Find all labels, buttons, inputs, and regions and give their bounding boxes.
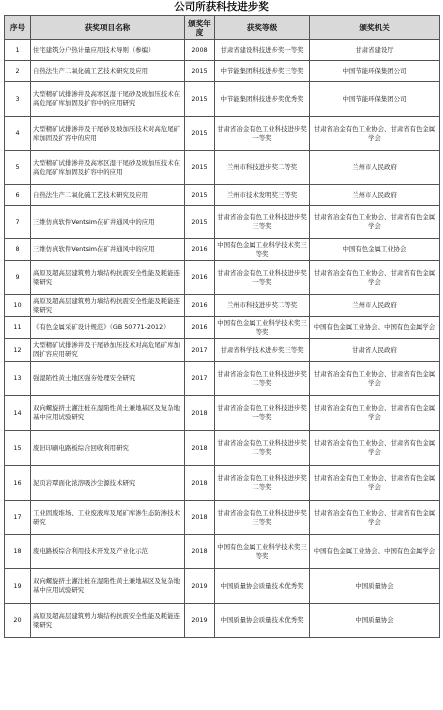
table-row: [5, 151, 440, 185]
table-row: [5, 117, 440, 151]
cell-project: 泥页岩覃面化浓溶吸沙尘源技术研究: [31, 466, 185, 501]
cell-no: 2: [5, 61, 31, 82]
cell-project: 高原及超高层建筑剪力墙结构抗震安全性能及耗能连梁研究: [31, 295, 185, 317]
cell-no: 11: [5, 317, 31, 339]
cell-org: 中国有色金属工业协会、中国有色金属学会: [310, 317, 440, 339]
table-body: [5, 40, 440, 638]
cell-org: 甘肃省冶金有色工业协会、甘肃省有色金属学会: [310, 261, 440, 295]
cell-level: 中国质量协会质量技术优秀奖: [215, 604, 310, 638]
cell-level: 甘肃省建设科技进步奖一等奖: [215, 40, 310, 61]
cell-level: 甘肃省冶金有色工业科技进步奖一等奖: [215, 261, 310, 295]
cell-level: 中国有色金属工业科学技术奖三等奖: [215, 317, 310, 339]
cell-year: 2017: [185, 339, 215, 362]
header-no: 序号: [5, 16, 31, 40]
table-row: [5, 569, 440, 604]
cell-year: 2016: [185, 239, 215, 261]
cell-year: 2015: [185, 151, 215, 185]
cell-year: 2018: [185, 466, 215, 501]
cell-no: 12: [5, 339, 31, 362]
cell-year: 2008: [185, 40, 215, 61]
cell-year: 2018: [185, 535, 215, 569]
cell-project: 工业固废堆场、工业废液库及尾矿库渗生态防渗技术研究: [31, 501, 185, 535]
cell-level: 甘肃省冶金有色工业科技进步奖二等奖: [215, 466, 310, 501]
cell-org: 甘肃省冶金有色工业协会、甘肃省有色金属学会: [310, 501, 440, 535]
cell-org: 甘肃省冶金有色工业协会、甘肃省有色金属学会: [310, 362, 440, 396]
table-row: [5, 317, 440, 339]
header-year: 颁奖年度: [185, 16, 215, 40]
cell-no: 13: [5, 362, 31, 396]
cell-no: 18: [5, 535, 31, 569]
cell-year: 2016: [185, 261, 215, 295]
header-org: 颁奖机关: [310, 16, 440, 40]
cell-level: 中节能集团科技进步奖优秀奖: [215, 82, 310, 117]
table-row: [5, 362, 440, 396]
cell-no: 9: [5, 261, 31, 295]
cell-no: 7: [5, 206, 31, 239]
cell-no: 19: [5, 569, 31, 604]
cell-project: 三维仿真软件Ventsim在矿井通风中的应用: [31, 239, 185, 261]
awards-table: [4, 15, 440, 638]
cell-org: 中国有色金属工业协会、中国有色金属学会: [310, 535, 440, 569]
cell-project: 自热法生产二氧化硫工艺技术研究及应用: [31, 61, 185, 82]
cell-project: 强湿陷性黄土地区强夯处理安全研究: [31, 362, 185, 396]
cell-project: 高原及超高层建筑剪力墙结构抗震安全性能及耗能连梁研究: [31, 604, 185, 638]
table-row: [5, 261, 440, 295]
cell-project: 大型精矿试排渗井及干尾砂及坡加压技术对高危尾矿库加固及扩容中的应用: [31, 117, 185, 151]
table-row: [5, 339, 440, 362]
cell-year: 2019: [185, 604, 215, 638]
cell-org: 甘肃省冶金有色工业协会、甘肃省有色金属学会: [310, 466, 440, 501]
cell-project: 《有色金属采矿设计规范》（GB 50771-2012）: [31, 317, 185, 339]
cell-level: 甘肃省冶金有色工业科技进步奖三等奖: [215, 501, 310, 535]
cell-level: 兰州市科技进步奖二等奖: [215, 295, 310, 317]
cell-org: 兰州市人民政府: [310, 185, 440, 206]
table-row: [5, 239, 440, 261]
cell-project: 三维仿真软件Ventsim在矿井通风中的应用: [31, 206, 185, 239]
cell-no: 15: [5, 431, 31, 466]
table-row: [5, 396, 440, 431]
cell-project: 废旧印刷电路板综合回收利用研究: [31, 431, 185, 466]
cell-no: 17: [5, 501, 31, 535]
cell-level: 甘肃省冶金有色工业科技进步奖一等奖: [215, 396, 310, 431]
cell-org: 中国有色金属工业协会: [310, 239, 440, 261]
cell-year: 2015: [185, 117, 215, 151]
cell-year: 2015: [185, 61, 215, 82]
cell-org: 甘肃省冶金有色工业协会、甘肃省有色金属学会: [310, 431, 440, 466]
page-title: 公司所获科技进步奖: [174, 1, 269, 13]
cell-level: 中节能集团科技进步奖三等奖: [215, 61, 310, 82]
cell-level: 兰州市科技进步奖二等奖: [215, 151, 310, 185]
cell-no: 4: [5, 117, 31, 151]
cell-level: 甘肃省冶金有色工业科技进步奖一等奖: [215, 117, 310, 151]
cell-year: 2018: [185, 501, 215, 535]
cell-year: 2015: [185, 185, 215, 206]
cell-level: 甘肃省冶金有色工业科技进步奖二等奖: [215, 362, 310, 396]
cell-year: 2019: [185, 569, 215, 604]
cell-year: 2018: [185, 431, 215, 466]
cell-no: 5: [5, 151, 31, 185]
table-row: [5, 82, 440, 117]
cell-project: 大型精矿试排渗井及高寒区湿干尾砂及坡加压技术在高危尾矿库加固及扩容中的应用: [31, 151, 185, 185]
table-row: [5, 206, 440, 239]
cell-level: 中国有色金属工业科学技术奖三等奖: [215, 535, 310, 569]
cell-year: 2018: [185, 396, 215, 431]
cell-project: 自热法生产二氧化硫工艺技术研究及应用: [31, 185, 185, 206]
cell-org: 甘肃省冶金有色工业协会、甘肃省有色金属学会: [310, 117, 440, 151]
table-row: [5, 501, 440, 535]
cell-org: 兰州市人民政府: [310, 151, 440, 185]
cell-level: 中国有色金属工业科学技术奖三等奖: [215, 239, 310, 261]
cell-org: 中国节能环保集团公司: [310, 61, 440, 82]
cell-org: 兰州市人民政府: [310, 295, 440, 317]
cell-project: 大型精矿试排渗井及高寒区湿干尾砂及坡加压技术在高危尾矿库加固及扩容中的应用研究: [31, 82, 185, 117]
cell-no: 16: [5, 466, 31, 501]
cell-level: 甘肃省科学技术进步奖三等奖: [215, 339, 310, 362]
cell-org: 中国质量协会: [310, 569, 440, 604]
cell-project: 双向螺旋挤土灌注桩在湿陷性黄土兼地基区及复杂地基中应用试验研究: [31, 569, 185, 604]
table-row: [5, 61, 440, 82]
table-row: [5, 604, 440, 638]
cell-no: 14: [5, 396, 31, 431]
cell-project: 大型精矿试排渗井及干尾砂加压技术对高危尾矿库加固扩容应用研究: [31, 339, 185, 362]
cell-org: 中国质量协会: [310, 604, 440, 638]
cell-year: 2016: [185, 295, 215, 317]
header-level: 获奖等级: [215, 16, 310, 40]
table-row: [5, 535, 440, 569]
cell-project: 高原及超高层建筑剪力墙结构抗震安全性能及耗能连梁研究: [31, 261, 185, 295]
cell-no: 8: [5, 239, 31, 261]
cell-no: 6: [5, 185, 31, 206]
cell-no: 10: [5, 295, 31, 317]
cell-project: 住宅建筑分户热计量应用技术导则（参编）: [31, 40, 185, 61]
table-row: [5, 431, 440, 466]
cell-no: 20: [5, 604, 31, 638]
cell-no: 3: [5, 82, 31, 117]
cell-project: 双向螺旋挤土灌注桩在湿陷性黄土兼地基区及复杂地基中应用试验研究: [31, 396, 185, 431]
cell-level: 甘肃省冶金有色工业科技进步奖二等奖: [215, 431, 310, 466]
cell-org: 甘肃省冶金有色工业协会、甘肃省有色金属学会: [310, 396, 440, 431]
cell-org: 中国节能环保集团公司: [310, 82, 440, 117]
cell-org: 甘肃省建设厅: [310, 40, 440, 61]
cell-level: 甘肃省冶金有色工业科技进步奖三等奖: [215, 206, 310, 239]
table-row: [5, 466, 440, 501]
cell-org: 甘肃省人民政府: [310, 339, 440, 362]
cell-level: 兰州市技术发明奖三等奖: [215, 185, 310, 206]
cell-year: 2015: [185, 82, 215, 117]
header-project: 获奖项目名称: [31, 16, 185, 40]
table-row: [5, 40, 440, 61]
cell-no: 1: [5, 40, 31, 61]
table-header-row: [5, 16, 440, 40]
table-row: [5, 185, 440, 206]
cell-level: 中国质量协会质量技术优秀奖: [215, 569, 310, 604]
cell-org: 甘肃省冶金有色工业协会、甘肃省有色金属学会: [310, 206, 440, 239]
cell-project: 废电路板综合利用技术开发及产业化示范: [31, 535, 185, 569]
cell-year: 2017: [185, 362, 215, 396]
cell-year: 2015: [185, 206, 215, 239]
cell-year: 2016: [185, 317, 215, 339]
table-row: [5, 295, 440, 317]
